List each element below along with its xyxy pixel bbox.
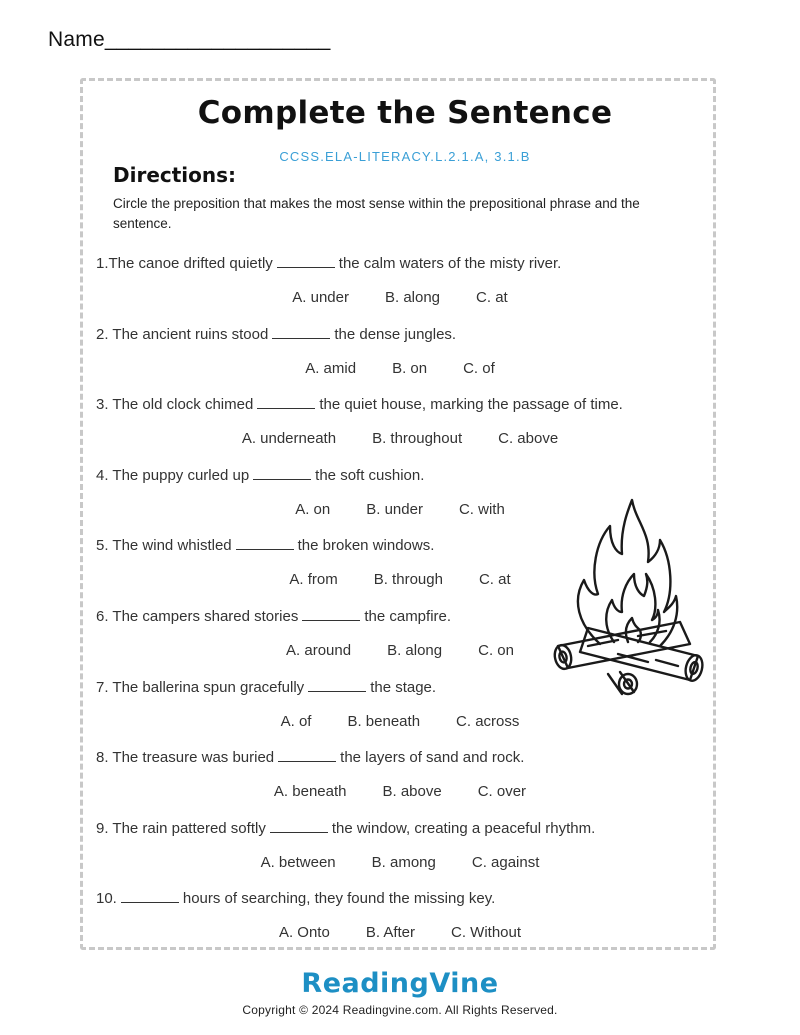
question-text-end: hours of searching, they found the missing key. — [182, 890, 496, 908]
answer-option[interactable]: A. under — [292, 289, 349, 306]
answer-options — [96, 713, 704, 730]
question-text-start: 7. The ballerina spun gracefully — [96, 678, 305, 696]
answer-option[interactable]: B. along — [384, 289, 441, 306]
answer-blank[interactable] — [236, 537, 294, 550]
question-text-start: 4. The puppy curled up — [96, 466, 250, 484]
question-row — [96, 820, 711, 837]
answer-blank[interactable] — [272, 326, 330, 339]
answer-blank[interactable] — [121, 890, 179, 903]
question-row — [96, 890, 711, 907]
question-text-end: the broken windows. — [297, 537, 435, 555]
answer-option[interactable]: B. After — [365, 924, 416, 942]
answer-options — [96, 360, 704, 377]
question-text-start: 6. The campers shared stories — [96, 608, 299, 625]
answer-option[interactable]: A. from — [289, 571, 338, 589]
answer-option[interactable]: B. among — [371, 853, 436, 871]
answer-options — [96, 289, 704, 306]
answer-option[interactable]: C. at — [478, 571, 511, 589]
readingvine-logo: ReadingVine — [301, 968, 499, 999]
question-text-start: 3. The old clock chimed — [96, 396, 254, 414]
question-text-start: 10. — [96, 890, 117, 908]
answer-option[interactable]: B. on — [392, 359, 428, 377]
answer-option[interactable]: C. Without — [451, 924, 522, 942]
answer-option[interactable]: C. at — [476, 289, 508, 306]
question-text-end: the layers of sand and rock. — [340, 749, 525, 767]
answer-option[interactable]: C. across — [456, 712, 520, 730]
answer-option[interactable]: A. amid — [305, 359, 357, 377]
question-row — [96, 326, 711, 343]
question-text-end: the dense jungles. — [334, 325, 457, 343]
answer-option[interactable]: A. between — [260, 853, 336, 871]
answer-options — [96, 924, 704, 941]
answer-blank[interactable] — [257, 396, 315, 409]
question-text-end: the stage. — [370, 678, 437, 696]
question-row — [96, 396, 711, 413]
answer-option[interactable]: B. through — [373, 571, 443, 589]
directions-text: Circle the preposition that makes the most sense within the prepositional phrase and the sentence. — [113, 196, 640, 231]
answer-option[interactable]: C. of — [463, 359, 495, 377]
answer-blank[interactable] — [277, 255, 335, 268]
question-text-end: the quiet house, marking the passage of time. — [319, 396, 623, 414]
question-text-end: the calm waters of the misty river. — [338, 255, 562, 272]
answer-option[interactable]: A. around — [286, 642, 352, 659]
answer-option[interactable]: B. beneath — [347, 712, 421, 730]
answer-options — [96, 854, 704, 871]
directions-heading: Directions: — [113, 163, 237, 187]
question-text-end: the campfire. — [364, 608, 452, 625]
copyright-text: Copyright © 2024 Readingvine.com. All Rights Reserved. — [242, 1003, 558, 1017]
answer-option[interactable]: A. underneath — [241, 430, 337, 448]
answer-blank[interactable] — [270, 820, 328, 833]
answer-option[interactable]: C. with — [458, 500, 505, 518]
standard-code: CCSS.ELA-LITERACY.L.2.1.A, 3.1.B — [279, 149, 531, 164]
answer-blank[interactable] — [278, 749, 336, 762]
question-row — [96, 467, 711, 484]
question-text-start: 1.The canoe drifted quietly — [96, 255, 273, 272]
question-text-start: 2. The ancient ruins stood — [96, 325, 269, 343]
question-text-start: 5. The wind whistled — [96, 537, 232, 555]
question-row — [96, 749, 711, 766]
answer-option[interactable]: C. over — [477, 783, 527, 801]
question-text-start: 9. The rain pattered softly — [96, 819, 266, 837]
answer-blank[interactable] — [302, 608, 360, 621]
answer-option[interactable]: A. beneath — [273, 783, 347, 801]
answer-option[interactable]: B. throughout — [372, 430, 463, 448]
answer-option[interactable]: B. under — [366, 500, 423, 518]
answer-blank[interactable] — [308, 679, 366, 692]
answer-option[interactable]: C. against — [471, 853, 540, 871]
answer-option[interactable]: A. on — [295, 500, 331, 518]
question-text-end: the window, creating a peaceful rhythm. — [331, 819, 596, 837]
answer-option[interactable]: A. Onto — [278, 924, 330, 942]
campfire-icon — [548, 496, 710, 696]
name-field-label: Name___________________ — [48, 28, 331, 51]
answer-option[interactable]: C. on — [478, 642, 514, 659]
worksheet-title: Complete the Sentence — [197, 95, 613, 131]
answer-option[interactable]: A. of — [280, 712, 312, 730]
answer-option[interactable]: B. above — [382, 783, 442, 801]
answer-blank[interactable] — [253, 467, 311, 480]
answer-options — [96, 430, 704, 447]
answer-options — [96, 783, 704, 800]
question-text-start: 8. The treasure was buried — [96, 749, 275, 767]
question-row — [96, 255, 711, 272]
question-text-end: the soft cushion. — [315, 466, 425, 484]
answer-option[interactable]: C. above — [498, 430, 559, 448]
answer-option[interactable]: B. along — [387, 642, 443, 659]
